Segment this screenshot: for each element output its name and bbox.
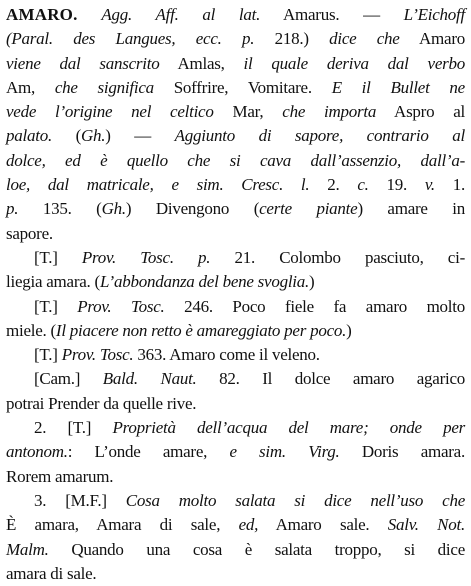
headword: AMARO. (6, 5, 78, 24)
italic-text: Il piacere non retto è amareggiato per poco. (55, 320, 347, 340)
italic-text: che importa (282, 102, 377, 122)
text-run: 2. (309, 175, 358, 195)
text-run: Amaro (399, 29, 465, 49)
text-run: 82. Il dolce amaro agarico (196, 369, 465, 389)
text-run: [Cam.] (34, 369, 103, 389)
text-line (6, 52, 465, 76)
text-line (6, 173, 465, 197)
text-run: 135. ( (18, 199, 102, 219)
text-run: Doris amara. (339, 442, 465, 462)
italic-text: (Paral. des Langues, ecc. p. (6, 29, 255, 49)
italic-text: e sim. Virg. (229, 442, 340, 462)
text-line (6, 295, 465, 319)
text-line (6, 343, 465, 367)
italic-text: v. (424, 175, 435, 195)
text-run: ) — (105, 126, 175, 146)
text-run: Mar, (213, 102, 283, 122)
text-run: 363. Amaro come il veleno. (133, 345, 320, 365)
text-run: 218.) (254, 29, 330, 49)
italic-text: certe piante (259, 199, 358, 219)
italic-text: Prov. Tosc. (61, 345, 134, 365)
entry-subsection (6, 295, 465, 344)
text-line (6, 197, 465, 221)
text-run: sapore. (6, 223, 53, 243)
text-run: 1. (434, 175, 466, 195)
entry-subsection (6, 367, 465, 416)
italic-text: L’Eichoff (403, 5, 466, 24)
text-run: miele. ( (6, 320, 56, 340)
text-line (6, 3, 465, 27)
italic-text: Cosa molto salata si dice nell’uso che (125, 490, 465, 510)
text-run: 3. [M.F.] (34, 490, 126, 510)
text-run: [T.] (34, 345, 62, 365)
text-run: 246. Poco fiele fa amaro molto (164, 296, 465, 316)
text-run (78, 5, 102, 24)
text-line (6, 367, 465, 391)
text-run: amara di sale. (6, 563, 97, 583)
text-run: Amlas, (159, 53, 244, 73)
text-line (6, 246, 465, 270)
text-line (6, 270, 465, 294)
text-run: [T.] (34, 247, 82, 267)
italic-text: loe, dal matricale, e sim. Cresc. l. (6, 175, 310, 195)
text-line (6, 538, 465, 562)
text-line (6, 100, 465, 124)
italic-text: Prov. Tosc. p. (81, 247, 211, 267)
italic-text: Gh. (101, 199, 126, 219)
text-run: Soffrire, Vomitare. (153, 77, 332, 97)
text-line (6, 27, 465, 51)
italic-text: Gh. (80, 126, 106, 146)
text-line (6, 465, 465, 489)
text-run: potrai Prender da quelle rive. (6, 393, 197, 413)
text-run: 19. (368, 175, 425, 195)
italic-text: Agg. Aff. al lat. (101, 5, 261, 24)
italic-text: Prov. Tosc. (77, 296, 165, 316)
text-run: È amara, Amara di sale, (6, 515, 239, 535)
text-line (6, 149, 465, 173)
text-line (6, 392, 465, 416)
text-line (6, 440, 465, 464)
dictionary-entry-amaro (6, 3, 465, 586)
text-run: ( (51, 126, 81, 146)
italic-text: Aggiunto di sapore, contrario al (174, 126, 465, 146)
text-line (6, 76, 465, 100)
text-line (6, 124, 465, 148)
italic-text: Bald. Naut. (102, 369, 197, 389)
entry-subsection (6, 489, 465, 586)
italic-text: E il Bullet ne (331, 77, 465, 97)
italic-text: Salv. Not. (387, 515, 465, 535)
text-line (6, 513, 465, 537)
italic-text: L’abbondanza del bene svoglia. (99, 272, 310, 292)
text-line (6, 416, 465, 440)
text-run: Quando una cosa è salata troppo, si dice (48, 539, 465, 559)
text-run: 21. Colombo pasciuto, ci- (210, 247, 465, 267)
text-run: Am, (6, 77, 55, 97)
text-run: ) (346, 320, 352, 340)
entry-definition (6, 3, 465, 246)
italic-text: vede l’origine nel celtico (6, 102, 214, 122)
italic-text: Proprietà dell’acqua del mare; onde per (112, 418, 465, 438)
text-run: Rorem amarum. (6, 466, 114, 486)
italic-text: che significa (54, 77, 154, 97)
text-run: Aspro al (376, 102, 465, 122)
italic-text: palato. (6, 126, 52, 146)
text-run: [T.] (34, 296, 78, 316)
text-run: 2. [T.] (34, 418, 113, 438)
italic-text: Malm. (6, 539, 49, 559)
text-run: ) (309, 272, 315, 292)
entry-subsection (6, 416, 465, 489)
entry-subsection (6, 343, 465, 367)
entry-subsection (6, 246, 465, 295)
text-run: liegia amara. ( (6, 272, 100, 292)
text-run: ) Divengono ( (125, 199, 260, 219)
italic-text: p. (6, 199, 19, 219)
italic-text: ed, (238, 515, 259, 535)
text-run: Amarus. — (260, 5, 404, 24)
text-line (6, 562, 465, 586)
text-line (6, 489, 465, 513)
italic-text: dolce, ed è quello che si cava dall’assenzio, dall’a- (6, 150, 465, 170)
text-run: ) amare in (357, 199, 465, 219)
italic-text: antonom. (6, 442, 68, 462)
text-line (6, 222, 465, 246)
text-run: : L’onde amare, (67, 442, 230, 462)
italic-text: viene dal sanscrito (6, 53, 160, 73)
italic-text: c. (357, 175, 369, 195)
italic-text: il quale deriva dal verbo (243, 53, 466, 73)
text-run: Amaro sale. (258, 515, 388, 535)
italic-text: dice che (329, 29, 400, 49)
text-line (6, 319, 465, 343)
